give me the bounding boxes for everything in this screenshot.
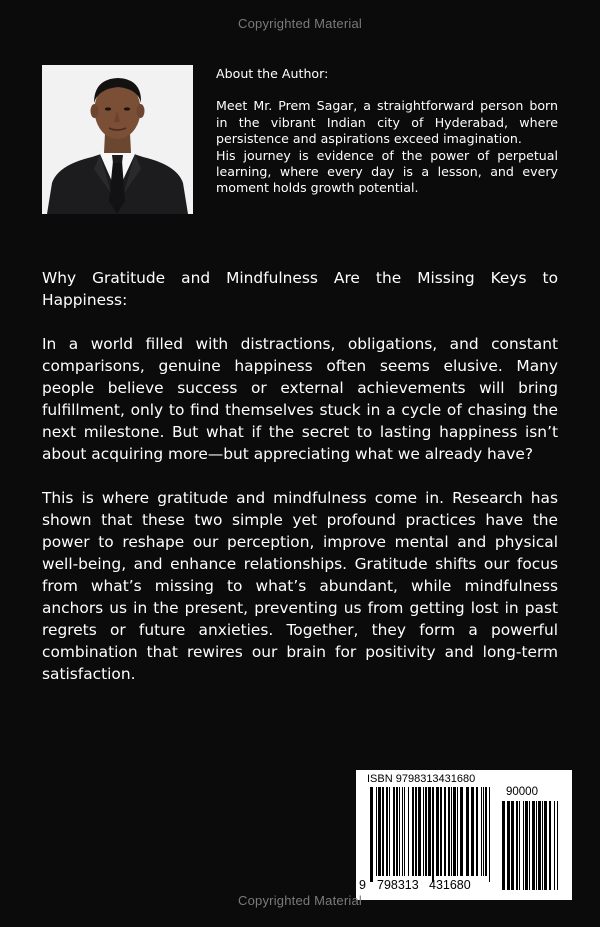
barcode-bar (399, 787, 400, 876)
barcode-bar (485, 787, 487, 876)
barcode-bar (376, 787, 377, 876)
barcode-bar (402, 787, 403, 876)
barcode-bar (408, 787, 409, 876)
barcode-bar (448, 787, 450, 876)
barcode-bar (519, 801, 520, 890)
barcode-bar (457, 787, 458, 876)
barcode-bar (423, 787, 424, 876)
barcode-bar (393, 787, 395, 876)
isbn-digit-lead: 9 (359, 878, 366, 892)
barcode-bar (436, 787, 439, 876)
barcode-bar (544, 801, 547, 890)
barcode-bar (382, 787, 384, 876)
barcode-bar (425, 787, 427, 876)
barcode-bar (370, 787, 373, 882)
barcode-bar (444, 787, 446, 876)
barcode-bar (549, 801, 551, 890)
description-heading: Why Gratitude and Mindfulness Are the Missing Keys to Happiness: (42, 269, 558, 309)
barcode-bar (525, 801, 528, 890)
author-bio-paragraph-2: His journey is evidence of the power of perpetual learning, where every day is a lesson, and every moment holds growth potential. (216, 147, 558, 196)
copyright-watermark-bottom: Copyrighted Material (238, 893, 362, 908)
author-portrait-image (42, 65, 193, 214)
barcode-bar (489, 787, 490, 882)
barcode-bar (536, 801, 537, 890)
barcode-bar (481, 787, 482, 876)
book-description (42, 267, 558, 685)
barcode-bar (554, 801, 555, 890)
barcode-bar (523, 801, 524, 890)
barcode-bar (440, 787, 442, 876)
barcode-bar (529, 801, 530, 890)
barcode-bar (516, 801, 518, 890)
barcode-bar (538, 801, 541, 890)
barcode-bar (507, 801, 510, 890)
isbn-label: ISBN 9798313431680 (367, 773, 476, 785)
barcode-bar (412, 787, 414, 876)
barcode-bar (451, 787, 452, 876)
about-author-heading: About the Author: (216, 66, 329, 81)
barcode-bar (460, 787, 463, 876)
author-photo (42, 65, 193, 214)
barcode-bar (557, 801, 558, 890)
barcode-bar (502, 801, 505, 890)
barcode-bar (532, 801, 535, 890)
barcode-bar (396, 787, 398, 876)
barcode-bar (483, 787, 484, 876)
isbn-digit-group-2: 431680 (429, 878, 471, 892)
price-code: 90000 (506, 786, 538, 798)
barcode-bar (453, 787, 456, 876)
isbn-barcode-box (356, 770, 572, 900)
barcode-bar (428, 787, 431, 876)
description-paragraph-1: In a world filled with distractions, obligations, and constant comparisons, genuine happiness often seems elusive. Many people believe success or external achievements will bring fulfillment, only to find themselves stuck in a cycle of chasing the next milestone. But what if the secret to lasting happiness isn’t about acquiring more—but appreciating what we already have? (42, 335, 558, 463)
author-bio-paragraph-1: Meet Mr. Prem Sagar, a straightforward person born in the vibrant Indian city of Hyderabad, where persistence and aspirations exceed imagination. (216, 98, 558, 147)
barcode-bar (511, 801, 514, 890)
barcode-bar (404, 787, 405, 876)
copyright-watermark-top: Copyrighted Material (238, 16, 362, 31)
barcode-bar (378, 787, 381, 876)
barcode-bar (476, 787, 478, 876)
barcode-bar (432, 787, 434, 882)
about-the-author-section (216, 66, 558, 197)
barcode-bar (542, 801, 543, 890)
barcode-bar (386, 787, 388, 876)
isbn-digit-group-1: 798313 (377, 878, 419, 892)
barcode-bar (415, 787, 417, 876)
barcode-bar (418, 787, 421, 876)
description-paragraph-2: This is where gratitude and mindfulness come in. Research has shown that these two simple yet profound practices have the power to reshape our perception, improve mental and physical well-being, and enhance relationships. Gratitude shifts our focus from what’s missing to what’s abundant, while mindfulness anchors us in the present, preventing us from getting lost in past regrets or future anxieties. Together, they form a powerful combination that rewires our brain for positivity and long-term satisfaction. (42, 489, 558, 683)
barcode-bar (471, 787, 474, 876)
barcode-bar (466, 787, 469, 876)
barcode-bar (389, 787, 390, 876)
